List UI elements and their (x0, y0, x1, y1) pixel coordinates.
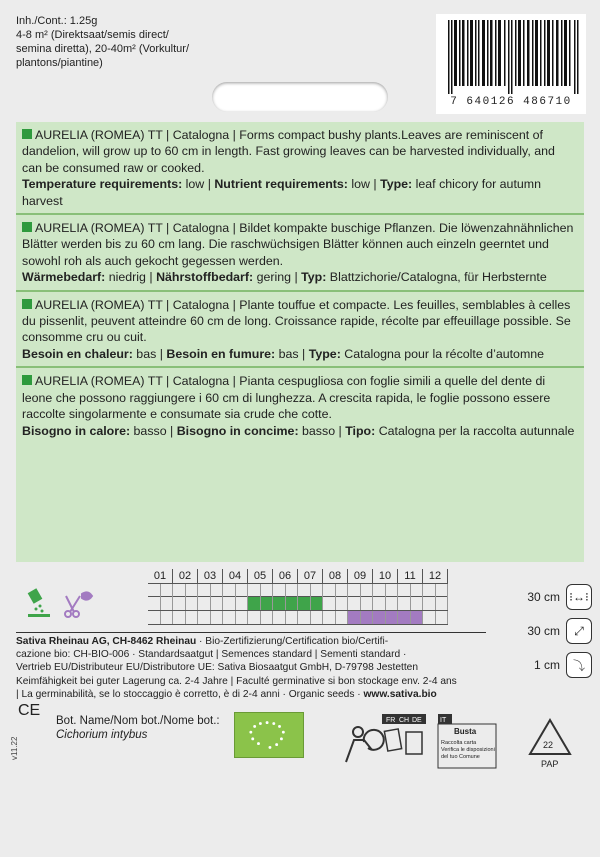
area-line-3: plantons/piantine) (16, 57, 103, 69)
plant-spacing-value: 30 cm (527, 624, 560, 638)
calendar-cell (186, 584, 199, 597)
recycling-symbols (340, 712, 590, 772)
sowing-depth-icon: ⤵ (566, 652, 592, 678)
calendar-cell (286, 611, 299, 624)
scissors-icon (65, 592, 92, 617)
calendar-cell (336, 584, 349, 597)
value-temperature: basso | (130, 423, 177, 438)
description-fr (16, 292, 584, 369)
calendar-cell (323, 597, 336, 610)
company-info (16, 632, 486, 701)
month-label: 04 (223, 569, 248, 583)
calendar-row-harvest (148, 611, 448, 625)
company-line1: · Bio-Zertifizierung/Certification bio/Certifi- (196, 636, 389, 647)
pap-recycle-icon (530, 720, 570, 769)
value-temperature: bas | (132, 346, 167, 361)
spacing-info (492, 580, 592, 682)
hang-hole (212, 82, 388, 112)
calendar-cell (236, 597, 249, 610)
calendar-cell (173, 584, 186, 597)
code-de: DE (412, 717, 422, 724)
description-text: AURELIA (ROMEA) TT | Catalogna | Forms compact bushy plants.Leaves are reminiscent of dandelion, will grow up to 60 cm in length. Fast growing leaves can be harvested individually, and can be consumed raw or cooked. (22, 128, 555, 175)
month-label: 05 (248, 569, 273, 583)
calendar-cell (198, 597, 211, 610)
calendar-cell (273, 584, 286, 597)
green-square-icon (22, 375, 32, 385)
label-temperature: Temperature requirements: (22, 177, 183, 192)
green-square-icon (22, 222, 32, 232)
sowing-depth (492, 648, 592, 682)
calendar-cell (336, 597, 349, 610)
calendar-cell (423, 584, 436, 597)
month-label: 03 (198, 569, 223, 583)
eu-organic-logo-icon (234, 712, 304, 758)
recycle-codes-icon (382, 714, 426, 754)
value-type: Catalogna pour la récolte d’automne (340, 346, 545, 361)
calendar-cell (361, 597, 374, 610)
barcode (436, 14, 586, 114)
calendar-cell (248, 611, 261, 624)
calendar-cell (436, 584, 449, 597)
plant-spacing-icon: ⤢ (566, 618, 592, 644)
package-info (16, 14, 216, 70)
barcode-bars (448, 20, 580, 94)
seed-bag-icon (28, 588, 50, 617)
company-line3: Vertrieb EU/Distributeur EU/Distributore UE: Sativa Biosaatgut GmbH, D-79798 Jestetten (16, 662, 419, 674)
busta-text1: Raccolta carta (441, 740, 477, 746)
version-code: v11.22 (10, 736, 19, 760)
calendar-cell (161, 597, 174, 610)
calendar-cell (261, 611, 274, 624)
pap-label: PAP (541, 759, 559, 769)
green-square-icon (22, 299, 32, 309)
calendar-cell (398, 611, 411, 624)
green-square-icon (22, 129, 32, 139)
calendar-cell (198, 584, 211, 597)
calendar-cell (336, 611, 349, 624)
pap-number: 22 (543, 740, 554, 750)
month-label: 08 (323, 569, 348, 583)
description-de (16, 215, 584, 292)
calendar-cell (423, 597, 436, 610)
value-temperature: low | (182, 177, 215, 192)
label-temperature: Bisogno in calore: (22, 423, 131, 438)
calendar-cell (398, 597, 411, 610)
month-label: 06 (273, 569, 298, 583)
value-type: Catalogna per la raccolta autunnale (375, 423, 575, 438)
calendar-cell (348, 584, 361, 597)
calendar-cell (398, 584, 411, 597)
value-type: leaf chicory for autumn harvest (22, 177, 541, 208)
calendar-cell (436, 597, 449, 610)
calendar-cell (323, 584, 336, 597)
calendar-cell (298, 611, 311, 624)
plant-spacing (492, 614, 592, 648)
website-link[interactable]: www.sativa.bio (363, 688, 437, 700)
it-label: IT (440, 717, 447, 724)
calendar-cell (173, 597, 186, 610)
calendar-cell (348, 611, 361, 624)
calendar-cell (261, 597, 274, 610)
calendar-cell (298, 584, 311, 597)
label-type: Tipo: (345, 423, 376, 438)
triman-icon (346, 727, 384, 762)
description-en (16, 122, 584, 215)
label-type: Typ: (301, 270, 327, 285)
row-spacing-value: 30 cm (527, 590, 560, 604)
code-ch: CH (399, 717, 410, 724)
label-nutrient: Nutrient requirements: (214, 177, 348, 192)
calendar-cell (373, 597, 386, 610)
month-label: 11 (398, 569, 423, 583)
description-text: AURELIA (ROMEA) TT | Catalogna | Pianta cespugliosa con foglie simili a quelle del dente di leone che possono raggiungere i 60 cm di lunghezza. A crescita rapida, le foglie possono essere raccolte singolarmente e consumate sia crude che cotte. (22, 374, 551, 422)
calendar-cell (248, 584, 261, 597)
value-nutrient: low | (347, 177, 381, 192)
value-type: Blattzichorie/Catalogna, für Herbsternte (326, 270, 547, 285)
calendar-cell (423, 611, 436, 624)
calendar-cell (373, 611, 386, 624)
label-nutrient: Bisogno in concime: (176, 423, 299, 438)
calendar-cell (361, 584, 374, 597)
calendar-cell (311, 611, 324, 624)
calendar-cell (273, 611, 286, 624)
calendar-cell (211, 597, 224, 610)
code-fr: FR (386, 717, 396, 724)
calendar-cell (311, 584, 324, 597)
calendar-cell (148, 611, 161, 624)
calendar-cell (411, 584, 424, 597)
calendar-cell (311, 597, 324, 610)
label-type: Type: (380, 177, 413, 192)
value-temperature: niedrig | (105, 270, 157, 285)
calendar-cell (373, 584, 386, 597)
month-label: 10 (373, 569, 398, 583)
calendar-cell (161, 584, 174, 597)
calendar-cell (411, 597, 424, 610)
calendar-cell (186, 611, 199, 624)
label-nutrient: Besoin en fumure: (166, 346, 276, 361)
description-text: AURELIA (ROMEA) TT | Catalogna | Plante touffue et compacte. Les feuilles, semblables à celles du pissenlit, peuvent atteindre 60 cm de long. Croissance rapide, récolte par effeuillage possible. Se consomme cru ou cuit. (22, 297, 571, 345)
busta-text3: del tuo Comune (441, 754, 480, 760)
calendar-cell (223, 584, 236, 597)
botanical-name: Cichorium intybus (56, 729, 148, 741)
calendar-cell (286, 584, 299, 597)
value-nutrient: gering | (253, 270, 302, 285)
calendar-cell (211, 584, 224, 597)
label-nutrient: Nährstoffbedarf: (156, 270, 254, 285)
calendar-cell (261, 584, 274, 597)
calendar-cell (236, 611, 249, 624)
label-type: Type: (308, 346, 341, 361)
calendar-cell (286, 597, 299, 610)
month-label: 07 (298, 569, 323, 583)
label-temperature: Besoin en chaleur: (22, 346, 133, 361)
calendar-cell (186, 597, 199, 610)
row-spacing-icon: ⁝↔⁝ (566, 584, 592, 610)
calendar-cell (386, 597, 399, 610)
calendar-cell (298, 597, 311, 610)
company-line5: | La germinabilità, se lo stoccaggio è corretto, è di 2-4 anni · Organic seeds · (16, 688, 364, 700)
company-name: Sativa Rheinau AG, CH-8462 Rheinau (16, 636, 197, 647)
content-weight: Inh./Cont.: 1.25g (16, 15, 98, 27)
label-temperature: Wärmebedarf: (22, 270, 106, 285)
barcode-number: 7 640126 486710 (450, 96, 572, 108)
calendar-cell (236, 584, 249, 597)
calendar-cell (173, 611, 186, 624)
calendar-cell (436, 611, 449, 624)
botanical-label: Bot. Name/Nom bot./Nome bot.: (56, 715, 220, 727)
calendar-cell (273, 597, 286, 610)
month-label: 09 (348, 569, 373, 583)
calendar-row-top (148, 583, 448, 597)
sowing-depth-value: 1 cm (533, 658, 560, 672)
area-line-2: semina diretta), 20-40m² (Vorkultur/ (16, 43, 190, 55)
busta-title: Busta (454, 727, 477, 736)
month-label: 01 (148, 569, 173, 583)
busta-paper-icon (438, 714, 496, 768)
area-line-1: 4-8 m² (Direktsaat/semis direct/ (16, 29, 169, 41)
company-line4: Keimfähigkeit bei guter Lagerung ca. 2-4 Jahre | Faculté germinative si bon stockage env. 2-4 ans (16, 675, 457, 687)
calendar-cell (148, 597, 161, 610)
calendar-row-sowing (148, 597, 448, 611)
month-label: 02 (173, 569, 198, 583)
calendar-cell (411, 611, 424, 624)
calendar-cell (386, 611, 399, 624)
sow-harvest-icons (24, 586, 104, 622)
busta-text2: Verifica le disposizioni (441, 747, 495, 753)
calendar-cell (223, 611, 236, 624)
description-it (16, 368, 584, 443)
month-label: 12 (423, 569, 448, 583)
calendar-cell (211, 611, 224, 624)
description-panel (16, 122, 584, 562)
calendar-cell (248, 597, 261, 610)
sowing-calendar (148, 569, 448, 625)
calendar-cell (348, 597, 361, 610)
company-line2: cazione bio: CH-BIO-006 · Standardsaatgut | Semences standard | Sementi standard · (16, 649, 407, 661)
row-spacing (492, 580, 592, 614)
calendar-months (148, 569, 448, 583)
value-nutrient: bas | (275, 346, 309, 361)
calendar-cell (361, 611, 374, 624)
botanical-name-block (56, 714, 220, 742)
value-nutrient: basso | (298, 423, 346, 438)
calendar-cell (323, 611, 336, 624)
calendar-cell (223, 597, 236, 610)
calendar-cell (386, 584, 399, 597)
description-text: AURELIA (ROMEA) TT | Catalogna | Bildet kompakte buschige Pflanzen. Die löwenzahnähnlichen Blätter werden bis zu 60 cm lang. Die raschwüchsigen Blätter können auch einzeln geerntet und sowohl roh als auch gekocht gegessen werden. (22, 221, 574, 268)
calendar-cell (198, 611, 211, 624)
calendar-cell (161, 611, 174, 624)
ce-mark-icon: CE (18, 702, 41, 719)
calendar-cell (148, 584, 161, 597)
